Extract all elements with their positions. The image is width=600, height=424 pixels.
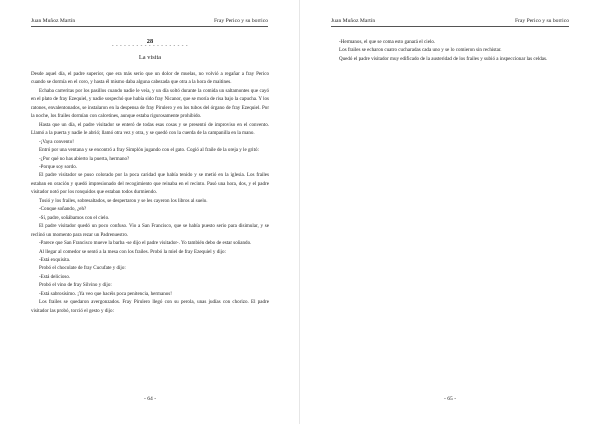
paragraph: -¡Vaya convento! bbox=[39, 138, 74, 145]
running-header bbox=[331, 17, 569, 27]
header-book-title: Fray Perico y su borrico bbox=[213, 18, 268, 24]
chapter-title: La visita bbox=[138, 54, 162, 61]
page-body-text bbox=[31, 70, 269, 315]
chapter-number: 28 bbox=[146, 38, 154, 45]
paragraph: Tosió y los frailes, sobresaltados, se despertaron y se les cayeron los libros al suelo. bbox=[39, 197, 208, 204]
paragraph: -Conque soñando, ¿eh? bbox=[39, 206, 87, 213]
paragraph: Quedó el padre visitador muy edificado de la austeridad de los frailes y subió a inspeccionar las celdas. bbox=[339, 55, 548, 62]
header-author: Juan Muñoz Martín bbox=[331, 18, 376, 24]
paragraph: -¿Por qué no has abierto la puerta, hermano? bbox=[39, 155, 130, 162]
paragraph: Al llegar al comedor se sentó a la mesa con los frailes. Probó la miel de fray Ezequiel y dijo: bbox=[39, 248, 226, 255]
chapter-divider: - - - - - - - - - - - - - - - - - - - bbox=[111, 44, 189, 49]
page-body-text bbox=[331, 38, 569, 63]
paragraph: -Está sabrosísimo. ¡Ya veo que hacéis poca penitencia, hermanos! bbox=[39, 290, 172, 297]
paragraph: Los frailes se echaron cuatro cucharadas cada uno y se lo comieron sin rechistar. bbox=[339, 47, 502, 54]
paragraph: -Sí, padre, soñábamos con el cielo. bbox=[39, 214, 110, 221]
paragraph: El padre visitador quedó un poco confuso. Vio a San Francisco, que se había puesto serio para disimular, y se reclinó un momento para rezar un Padrenuestro. bbox=[31, 223, 269, 238]
paragraph: Probó el chocolate de fray Cucufate y dijo: bbox=[39, 265, 126, 272]
paragraph: -Está delicioso. bbox=[39, 273, 71, 280]
paragraph: El padre visitador se puso colorado por la poca caridad que había tenido y se metió en la iglesia. Los frailes estaban en oración y quedó impresionado del recogimiento que reinaba en el recinto. Pasó una hora, dos, y el padre visitador notó por los ronquidos que estaban todos durmiendo. bbox=[31, 172, 269, 196]
header-author: Juan Muñoz Martín bbox=[31, 18, 76, 24]
right-page bbox=[300, 0, 600, 424]
running-header bbox=[31, 17, 268, 27]
paragraph: -Hermanos, el que se coma esto ganará el cielo. bbox=[339, 39, 436, 45]
paragraph: Desde aquel día, el padre superior, que era más serio que un dolor de muelas, no volvió a regañar a fray Perico cuando se dormía en el coro, y hasta él mismo daba alguna cabezada que otra a la hora de maitines. bbox=[31, 71, 269, 86]
paragraph: -Parece que San Francisco mueve la barba -se dijo el padre visitador-. Yo también debo de estar soñando. bbox=[39, 240, 252, 247]
paragraph: -Porque soy sordo. bbox=[39, 163, 77, 170]
paragraph: Los frailes se quedaron avergonzados. Fray Pirulero llegó con su perola, unas judías con chorizo. El padre visitador las probó, torció el gesto y dijo: bbox=[31, 299, 269, 314]
header-book-title: Fray Perico y su borrico bbox=[514, 18, 569, 24]
page-number: - 65 - bbox=[443, 396, 457, 402]
paragraph: Echaba carreritas por los pasillos cuando nadie le veía, y un día soltó durante la comida un saltamontes que cayó en el plato de fray Ezequiel, y nadie sospechó que había sido fray Nicanor, que se moría de risa bajo la capucha. Y los ratones, envalentonados, se instalaron en la despensa de fray Pirulero y en los tubos del órgano de fray Ezequiel. Por la noche, los frailes dormían con calcetines, aunque estaba rigurosamente prohibido. bbox=[31, 87, 269, 120]
page-number: - 64 - bbox=[143, 396, 157, 402]
paragraph: Entró por una ventana y se encontró a fray Simplón jugando con el gato. Cogió al fraile de la oreja y le gritó: bbox=[39, 147, 259, 154]
paragraph: Hasta que un día, el padre visitador se enteró de todas esas cosas y se presentó de improviso en el convento. Llamó a la puerta y nadie le abrió; llamó otra vez y otra, y se quedó con la cuerda de la campanilla en la mano. bbox=[31, 121, 269, 137]
paragraph: -Está exquisita. bbox=[39, 256, 71, 263]
paragraph: Probó el vino de fray Silvino y dijo: bbox=[39, 282, 112, 289]
